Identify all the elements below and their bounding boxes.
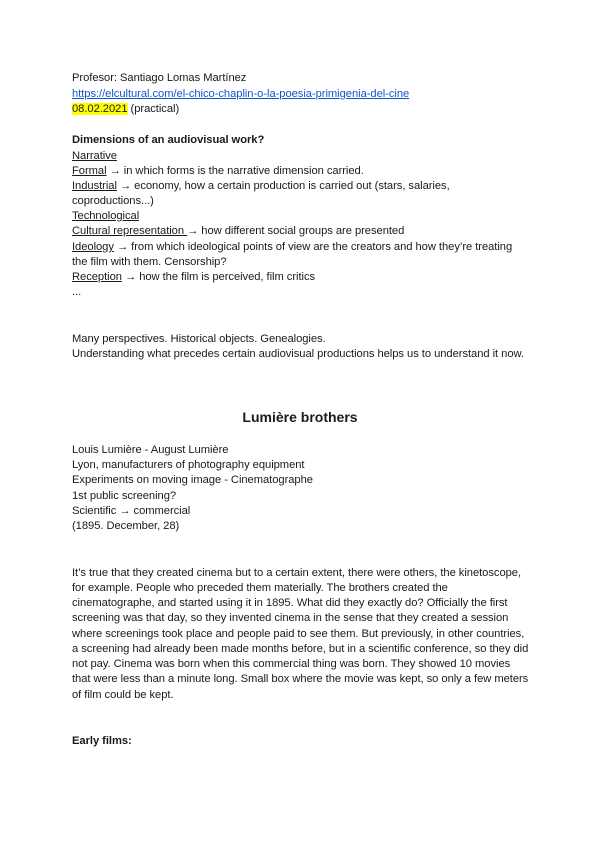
dimension-term: Narrative (72, 150, 117, 162)
article-link[interactable] (72, 87, 409, 102)
paragraph-line: It’s true that they created cinema but to a certain extent, there were others, the kinetoscope, (72, 567, 522, 579)
paragraph-line: screening was that day, so they invented cinema in the sense that they created a session (72, 612, 509, 624)
dimension-term: Ideology (72, 241, 114, 253)
dimension-text: → economy, how a certain production is carried out (stars, salaries, (116, 180, 450, 192)
perspectives-line: Understanding what precedes certain audiovisual productions helps us to understand it now. (72, 348, 524, 360)
perspectives-line: Many perspectives. Historical objects. Genealogies. (72, 333, 326, 345)
dimensions-heading: Dimensions of an audiovisual work? (72, 134, 265, 146)
dimension-item (72, 255, 227, 270)
dimension-term: Reception (72, 271, 122, 283)
fact-line: Louis Lumière - August Lumière (72, 444, 229, 456)
date-suffix: (practical) (127, 103, 180, 115)
highlighted-date: 08.02.2021 (72, 103, 128, 115)
dimension-item (72, 209, 139, 224)
paragraph-line: of film could be kept. (72, 689, 174, 701)
fact-line: Experiments on moving image - Cinematographe (72, 474, 313, 486)
dimension-item (72, 224, 404, 239)
article-link-text[interactable]: https://elcultural.com/el-chico-chaplin-o-la-poesia-primigenia-del-cine (72, 88, 410, 100)
dimension-term: Formal (72, 165, 107, 177)
paragraph-line: that were less than a minute long. Small box where the movie was kept, so only a few meters (72, 673, 529, 685)
dimension-item (72, 164, 364, 179)
paragraph-line: cinematographe, and started using it in 1895. What did they exactly do? Officially the first (72, 597, 508, 609)
date-line (72, 102, 179, 117)
fact-line: Lyon, manufacturers of photography equipment (72, 459, 305, 471)
dimension-item (72, 285, 81, 300)
paragraph-line: for example. People who preceded them materially. The brothers created the (72, 582, 448, 594)
fact-line: 1st public screening? (72, 490, 177, 502)
dimension-text: coproductions...) (72, 195, 154, 207)
dimension-item (72, 240, 512, 255)
dimension-term: Technological (72, 210, 140, 222)
paragraph-line: not pay. Cinema was born when this commercial thing was born. They showed 10 movies (72, 658, 511, 670)
professor-line: Profesor: Santiago Lomas Martínez (72, 72, 247, 84)
fact-line: Scientific → commercial (72, 505, 191, 517)
dimension-item (72, 194, 154, 209)
dimension-text: → how different social groups are presented (187, 225, 405, 237)
dimension-item (72, 179, 450, 194)
dimension-text: the film with them. Censorship? (72, 256, 227, 268)
dimension-term: Industrial (72, 180, 117, 192)
early-films-heading: Early films: (72, 735, 132, 747)
dimension-text: ... (72, 286, 82, 298)
paragraph-line: a screening had already been made months before, but in a scientific conference, so they did (72, 643, 529, 655)
dimension-item (72, 149, 117, 164)
dimension-item (72, 270, 315, 285)
dimension-text: → in which forms is the narrative dimension carried. (106, 165, 364, 177)
dimension-text: → from which ideological points of view are the creators and how they’re treating (113, 241, 513, 253)
paragraph-line: where screenings took place and people paid to see them. But previously, in other countries, (72, 628, 525, 640)
section-title: Lumière brothers (242, 409, 358, 425)
dimension-text: → how the film is perceived, film critics (121, 271, 316, 283)
dimension-term: Cultural representation (72, 225, 188, 237)
fact-line: (1895. December, 28) (72, 520, 180, 532)
